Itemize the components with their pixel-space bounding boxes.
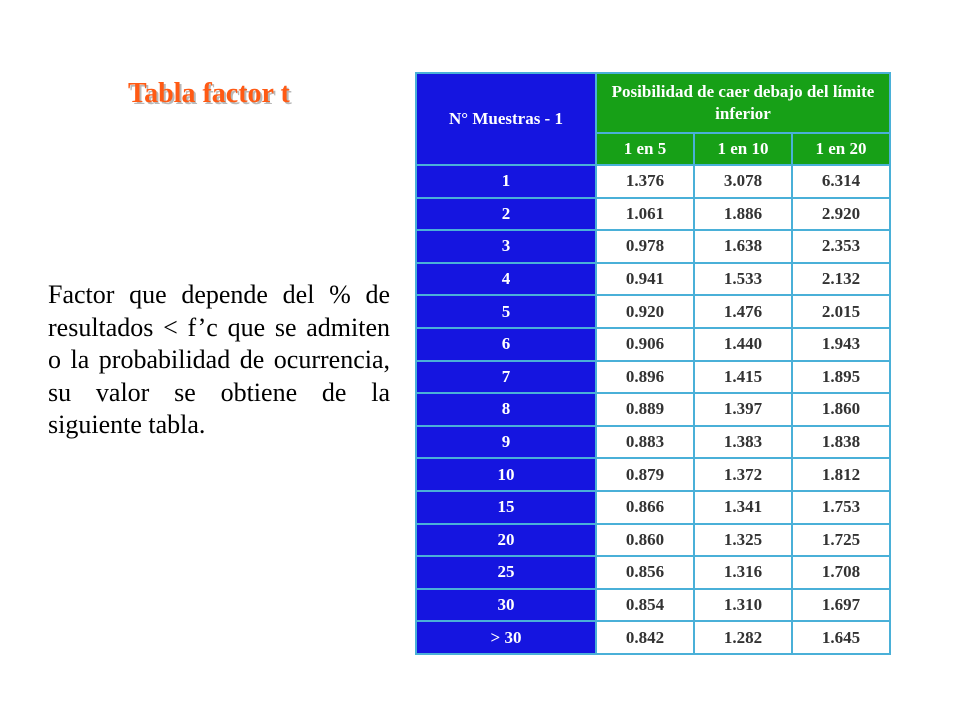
table-cell: 1.341 bbox=[694, 491, 792, 524]
slide-title: Tabla factor t bbox=[128, 78, 290, 109]
table-cell: 1.645 bbox=[792, 621, 890, 654]
table-cell: 1.886 bbox=[694, 198, 792, 231]
table-cell: 1.316 bbox=[694, 556, 792, 589]
header-samples: N° Muestras - 1 bbox=[416, 73, 596, 165]
header-column: 1 en 10 bbox=[694, 133, 792, 165]
row-sample-count: 3 bbox=[416, 230, 596, 263]
table-cell: 1.325 bbox=[694, 524, 792, 557]
table-cell: 1.383 bbox=[694, 426, 792, 459]
table-row bbox=[416, 328, 890, 361]
table-cell: 6.314 bbox=[792, 165, 890, 198]
table-cell: 2.132 bbox=[792, 263, 890, 296]
table-cell: 1.638 bbox=[694, 230, 792, 263]
table-cell: 0.883 bbox=[596, 426, 694, 459]
table-cell: 1.397 bbox=[694, 393, 792, 426]
table-cell: 1.725 bbox=[792, 524, 890, 557]
row-sample-count: 8 bbox=[416, 393, 596, 426]
table-cell: 0.896 bbox=[596, 361, 694, 394]
table-cell: 1.372 bbox=[694, 458, 792, 491]
table-row bbox=[416, 491, 890, 524]
table-cell: 0.906 bbox=[596, 328, 694, 361]
table-cell: 2.353 bbox=[792, 230, 890, 263]
table-body bbox=[416, 165, 890, 654]
table-cell: 0.842 bbox=[596, 621, 694, 654]
row-sample-count: 6 bbox=[416, 328, 596, 361]
table-cell: 0.941 bbox=[596, 263, 694, 296]
table-row bbox=[416, 295, 890, 328]
table-row bbox=[416, 426, 890, 459]
table-cell: 1.895 bbox=[792, 361, 890, 394]
table-row bbox=[416, 556, 890, 589]
table-cell: 1.697 bbox=[792, 589, 890, 622]
row-sample-count: 30 bbox=[416, 589, 596, 622]
table-row bbox=[416, 263, 890, 296]
table-cell: 1.838 bbox=[792, 426, 890, 459]
row-sample-count: 7 bbox=[416, 361, 596, 394]
header-column: 1 en 20 bbox=[792, 133, 890, 165]
table-row bbox=[416, 393, 890, 426]
table-cell: 1.476 bbox=[694, 295, 792, 328]
row-sample-count: 10 bbox=[416, 458, 596, 491]
row-sample-count: 25 bbox=[416, 556, 596, 589]
table-cell: 2.015 bbox=[792, 295, 890, 328]
table-row bbox=[416, 458, 890, 491]
factor-t-table bbox=[415, 72, 891, 655]
table-row bbox=[416, 361, 890, 394]
table-cell: 0.854 bbox=[596, 589, 694, 622]
header-probability-group: Posibilidad de caer debajo del límite inferior bbox=[596, 73, 890, 133]
table-row bbox=[416, 589, 890, 622]
row-sample-count: 4 bbox=[416, 263, 596, 296]
table-cell: 1.376 bbox=[596, 165, 694, 198]
table-cell: 1.943 bbox=[792, 328, 890, 361]
table-cell: 1.753 bbox=[792, 491, 890, 524]
table-cell: 0.920 bbox=[596, 295, 694, 328]
table-row bbox=[416, 165, 890, 198]
table-cell: 2.920 bbox=[792, 198, 890, 231]
row-sample-count: 20 bbox=[416, 524, 596, 557]
table-cell: 1.310 bbox=[694, 589, 792, 622]
table-cell: 1.415 bbox=[694, 361, 792, 394]
table-cell: 1.061 bbox=[596, 198, 694, 231]
row-sample-count: 15 bbox=[416, 491, 596, 524]
row-sample-count: 5 bbox=[416, 295, 596, 328]
table-cell: 0.978 bbox=[596, 230, 694, 263]
table-cell: 0.879 bbox=[596, 458, 694, 491]
factor-t-table-container bbox=[415, 72, 891, 648]
row-sample-count: 1 bbox=[416, 165, 596, 198]
table-cell: 0.856 bbox=[596, 556, 694, 589]
table-cell: 1.282 bbox=[694, 621, 792, 654]
table-cell: 3.078 bbox=[694, 165, 792, 198]
header-column: 1 en 5 bbox=[596, 133, 694, 165]
table-cell: 0.889 bbox=[596, 393, 694, 426]
row-sample-count: 9 bbox=[416, 426, 596, 459]
table-row bbox=[416, 621, 890, 654]
table-cell: 1.812 bbox=[792, 458, 890, 491]
table-row bbox=[416, 198, 890, 231]
table-cell: 0.866 bbox=[596, 491, 694, 524]
table-row bbox=[416, 524, 890, 557]
row-sample-count: 2 bbox=[416, 198, 596, 231]
description-text: Factor que depende del % de resultados < f’c que se admiten o la probabilidad de ocurrencia, su valor se obtiene de la siguiente tabla. bbox=[48, 280, 390, 439]
table-cell: 1.860 bbox=[792, 393, 890, 426]
table-row bbox=[416, 230, 890, 263]
table-cell: 1.708 bbox=[792, 556, 890, 589]
row-sample-count: > 30 bbox=[416, 621, 596, 654]
table-cell: 0.860 bbox=[596, 524, 694, 557]
table-cell: 1.533 bbox=[694, 263, 792, 296]
table-cell: 1.440 bbox=[694, 328, 792, 361]
